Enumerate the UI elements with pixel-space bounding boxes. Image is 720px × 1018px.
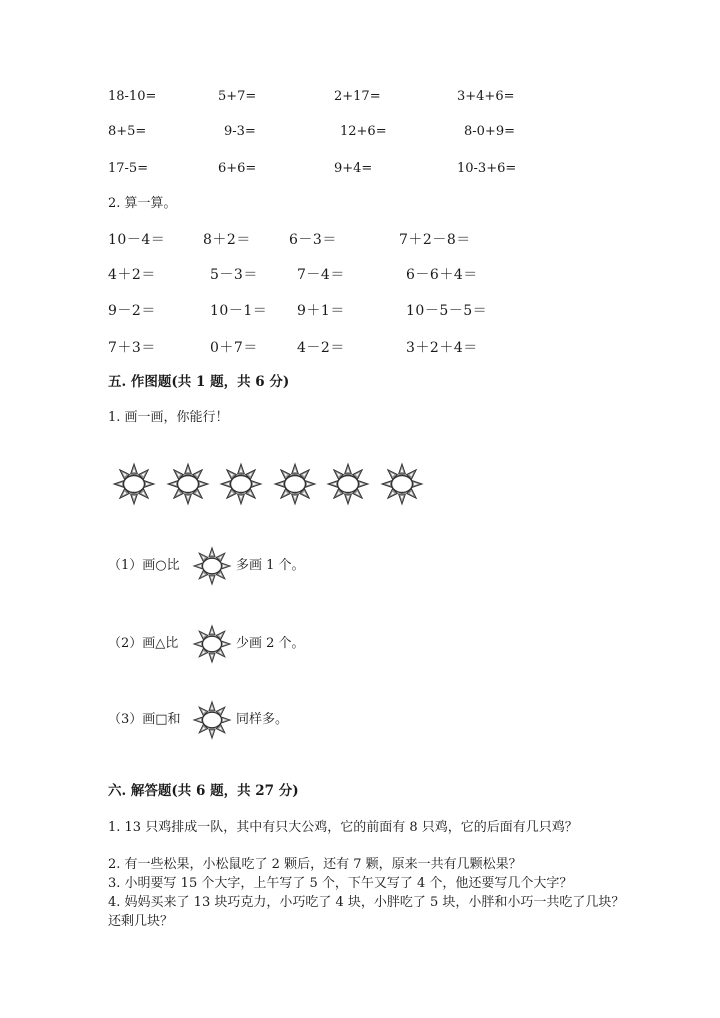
calc2-expr: 5－3＝ — [210, 267, 258, 283]
task-prefix: （1）画○比 — [108, 558, 180, 573]
sun-icon — [166, 462, 210, 506]
calc2-expr: 6－3＝ — [289, 232, 337, 248]
calc1-expr: 6+6= — [218, 161, 257, 176]
calc1-expr: 8-0+9= — [464, 124, 515, 139]
calc2-expr: 7－4＝ — [297, 267, 345, 283]
calc2-row — [0, 264, 720, 286]
sun-icon — [380, 462, 424, 506]
calc1-row — [0, 121, 720, 143]
task-suffix: 少画 2 个。 — [236, 636, 305, 651]
calc2-expr: 10－5－5＝ — [406, 303, 488, 319]
task-prefix: （2）画△比 — [108, 636, 179, 651]
calc1-expr: 5+7= — [218, 89, 257, 104]
calc2-expr: 10－1＝ — [210, 303, 268, 319]
calc1-expr: 9+4= — [334, 161, 373, 176]
word-problem-2: 2. 有一些松果，小松鼠吃了 2 颗后，还有 7 颗，原来一共有几颗松果？ — [108, 857, 522, 872]
task-prefix: （3）画□和 — [108, 712, 181, 727]
calc2-row — [0, 300, 720, 322]
calc2-row — [0, 337, 720, 359]
calc1-expr: 10-3+6= — [457, 161, 517, 176]
calc1-expr: 9-3= — [224, 124, 256, 139]
calc1-row — [0, 86, 720, 108]
sun-icon — [326, 462, 370, 506]
section6-title: 六. 解答题(共 6 题，共 27 分) — [108, 783, 299, 799]
calc2-expr: 9＋1＝ — [297, 303, 345, 319]
section2-title: 2. 算一算。 — [108, 196, 177, 211]
draw-task-2 — [108, 624, 508, 664]
calc2-expr: 7＋3＝ — [108, 340, 156, 356]
calc1-expr: 3+4+6= — [457, 89, 515, 104]
calc1-expr: 12+6= — [340, 124, 387, 139]
calc2-expr: 10－4＝ — [108, 232, 166, 248]
calc2-expr: 8＋2＝ — [203, 232, 251, 248]
calc2-expr: 4－2＝ — [297, 340, 345, 356]
task-suffix: 同样多。 — [236, 712, 289, 727]
sun-icon — [219, 462, 263, 506]
section5-question: 1. 画一画，你能行！ — [108, 410, 229, 425]
calc1-expr: 17-5= — [108, 161, 149, 176]
word-problem-1: 1. 13 只鸡排成一队，其中有只大公鸡，它的前面有 8 只鸡，它的后面有几只鸡？ — [108, 820, 578, 835]
word-problem-4: 4. 妈妈买来了 13 块巧克力，小巧吃了 4 块，小胖吃了 5 块，小胖和小巧一共吃了几块？还剩几块？ — [108, 895, 625, 929]
calc1-expr: 2+17= — [334, 89, 381, 104]
sun-icon — [192, 700, 232, 740]
calc2-expr: 9－2＝ — [108, 303, 156, 319]
task-suffix: 多画 1 个。 — [236, 558, 305, 573]
calc1-expr: 18-10= — [108, 89, 157, 104]
calc1-expr: 8+5= — [108, 124, 147, 139]
calc2-expr: 7＋2－8＝ — [399, 232, 471, 248]
word-problem-3: 3. 小明要写 15 个大字，上午写了 5 个，下午又写了 4 个，他还要写几个大字？ — [108, 876, 573, 891]
calc2-row — [0, 229, 720, 251]
calc2-expr: 4＋2＝ — [108, 267, 156, 283]
calc2-expr: 6－6＋4＝ — [406, 267, 478, 283]
draw-task-3 — [108, 700, 508, 740]
draw-task-1 — [108, 546, 508, 586]
calc2-expr: 3＋2＋4＝ — [406, 340, 478, 356]
calc2-expr: 0＋7＝ — [210, 340, 258, 356]
calc1-row — [0, 158, 720, 180]
sun-icon — [192, 546, 232, 586]
section5-title: 五. 作图题(共 1 题，共 6 分) — [108, 374, 290, 390]
sun-row — [112, 462, 442, 506]
sun-icon — [112, 462, 156, 506]
sun-icon — [192, 624, 232, 664]
sun-icon — [273, 462, 317, 506]
